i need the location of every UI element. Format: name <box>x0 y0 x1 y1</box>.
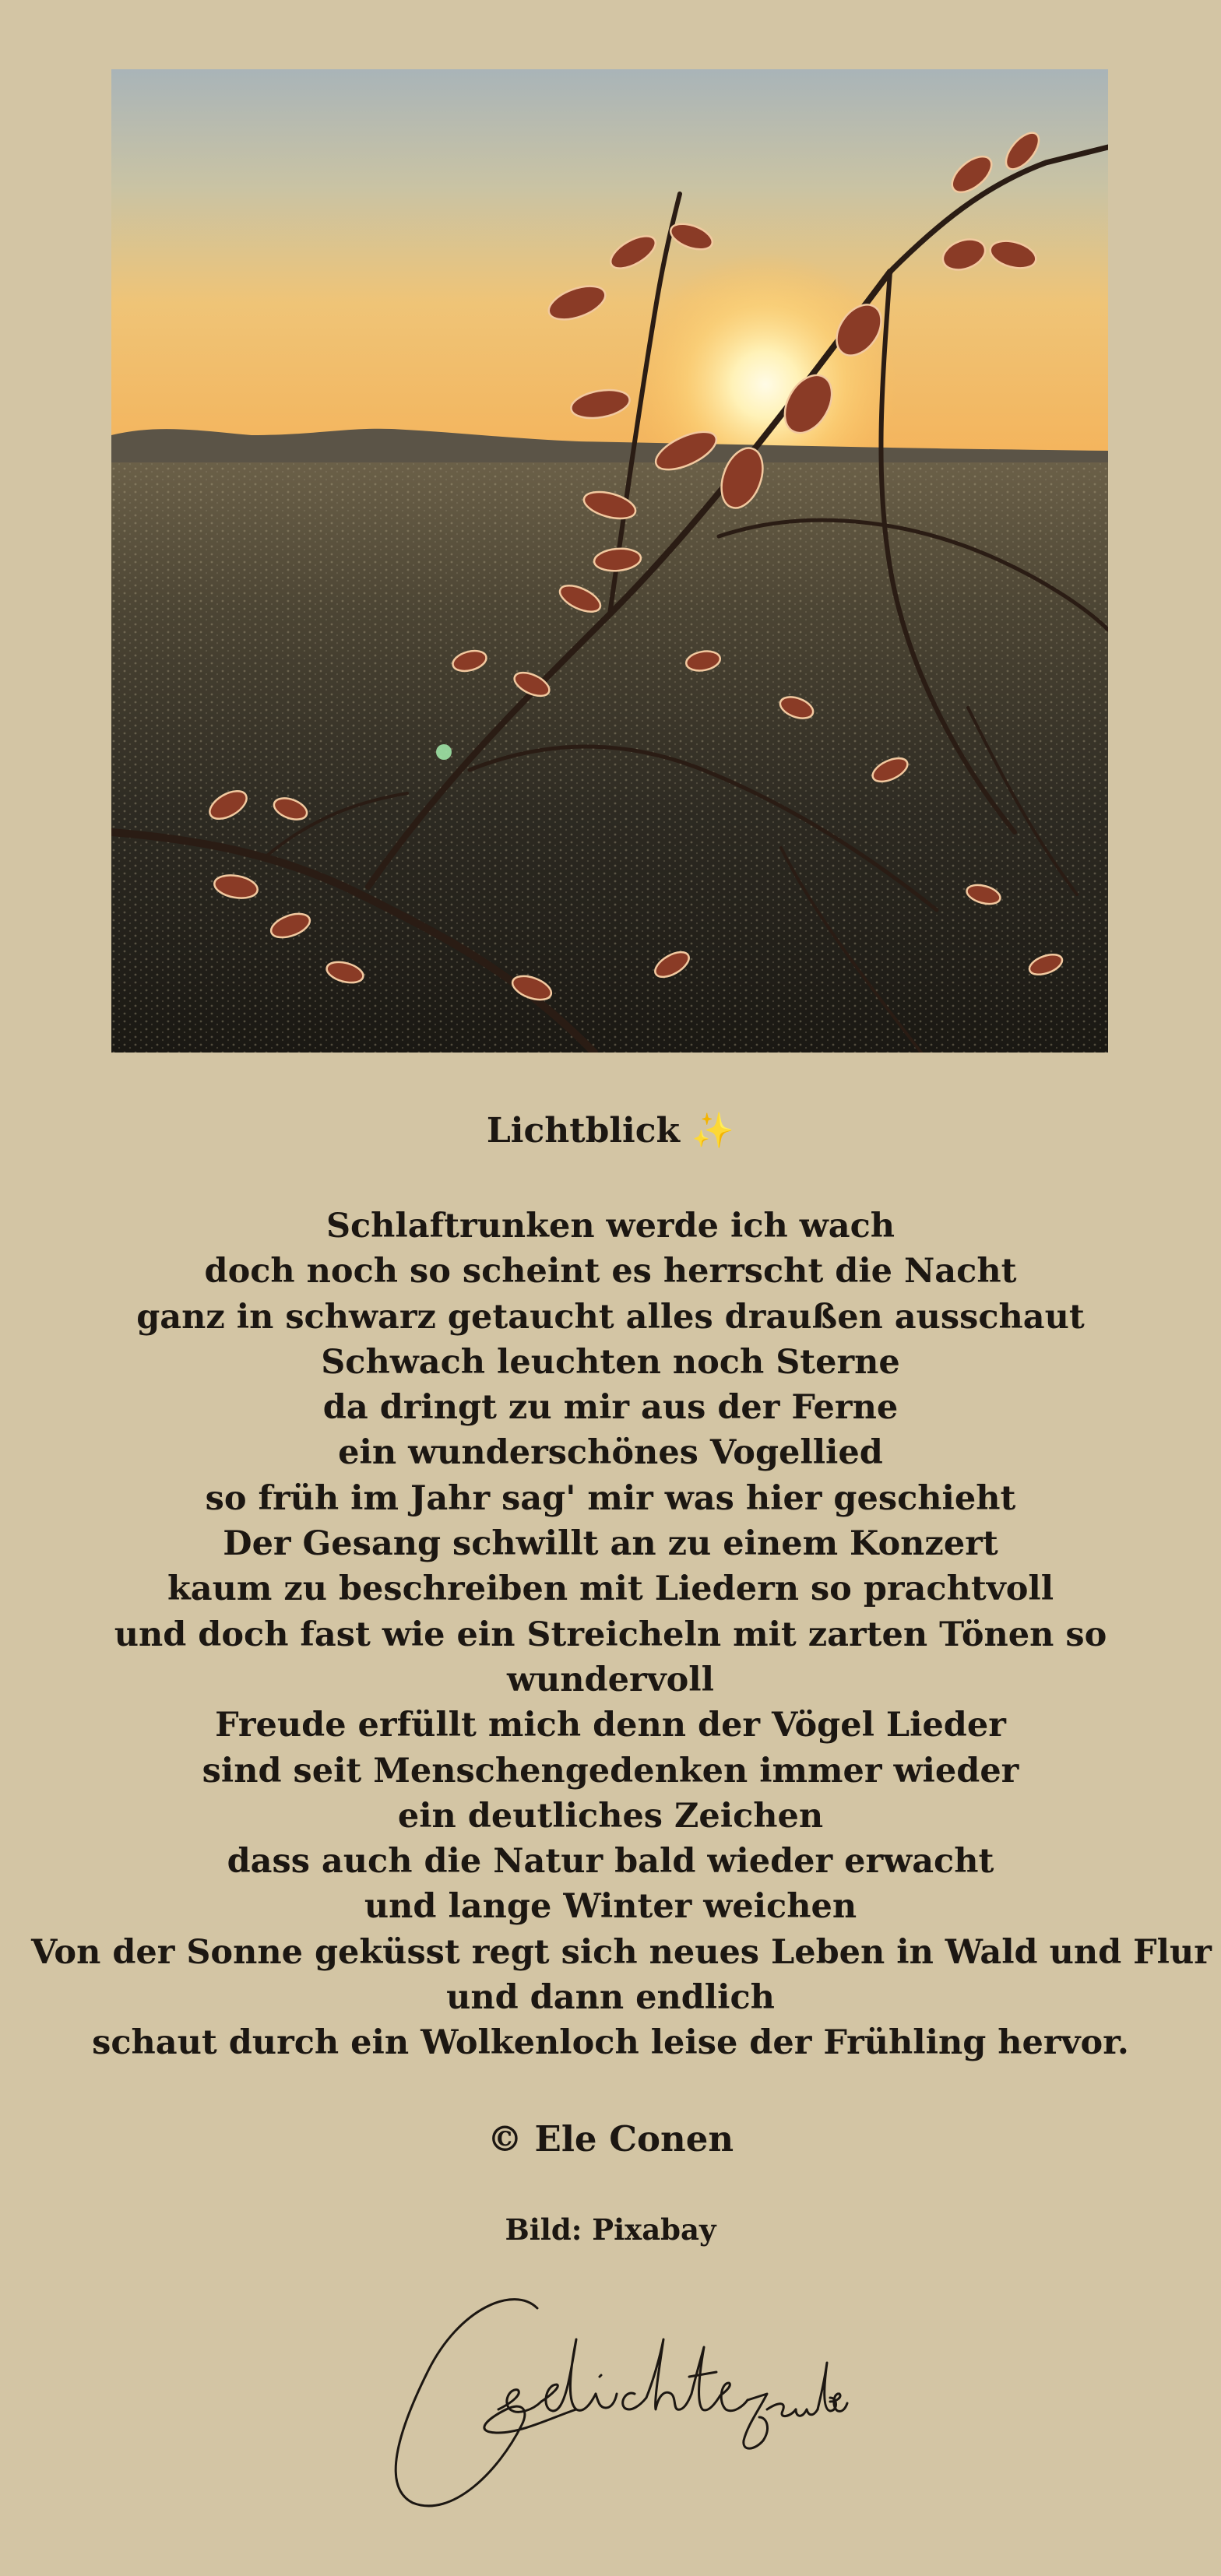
poem-line: dass auch die Natur bald wieder erwacht <box>227 1842 994 1882</box>
signature-logo <box>366 2285 849 2518</box>
poem-line: Von der Sonne geküsst regt sich neues Leben in Wald und Flur <box>31 1932 1212 1972</box>
poem-line: und dann endlich <box>446 1978 775 2018</box>
poem-line: Der Gesang schwillt an zu einem Konzert <box>223 1524 998 1564</box>
copyright-notice: © Ele Conen <box>487 2118 734 2160</box>
poem-line: wundervoll <box>507 1660 714 1699</box>
poem-title-text: Lichtblick <box>486 1111 681 1151</box>
poem-line: Freude erfüllt mich denn der Vögel Lieder <box>215 1706 1006 1745</box>
poem-line: Schlaftrunken werde ich wach <box>325 1207 896 1246</box>
poem-line: sind seit Menschengedenken immer wieder <box>202 1751 1019 1791</box>
poem-line: doch noch so scheint es herrscht die Nacht <box>204 1252 1017 1292</box>
poem-photo <box>111 69 1108 1053</box>
poem-line: und lange Winter weichen <box>364 1887 857 1927</box>
poem-line: ein deutliches Zeichen <box>397 1796 824 1836</box>
sparkle-icon: ✨ <box>691 1111 735 1151</box>
poem-line: ein wunderschönes Vogellied <box>338 1433 883 1473</box>
poem-title <box>0 1109 1221 1153</box>
poem-line: so früh im Jahr sag' mir was hier geschieht <box>205 1478 1016 1518</box>
poem-line: und doch fast wie ein Streicheln mit zarten Tönen so <box>114 1615 1107 1654</box>
poem-body <box>31 1204 1212 2066</box>
poem-line: kaum zu beschreiben mit Liedern so prachtvoll <box>167 1569 1054 1609</box>
poem-line: ganz in schwarz getaucht alles draußen ausschaut <box>136 1297 1085 1337</box>
image-credit: Bild: Pixabay <box>505 2212 716 2247</box>
poem-line: da dringt zu mir aus der Ferne <box>322 1388 899 1428</box>
poem-line: schaut durch ein Wolkenloch leise der Frühling hervor. <box>92 2023 1129 2063</box>
poem-line: Schwach leuchten noch Sterne <box>321 1342 900 1382</box>
